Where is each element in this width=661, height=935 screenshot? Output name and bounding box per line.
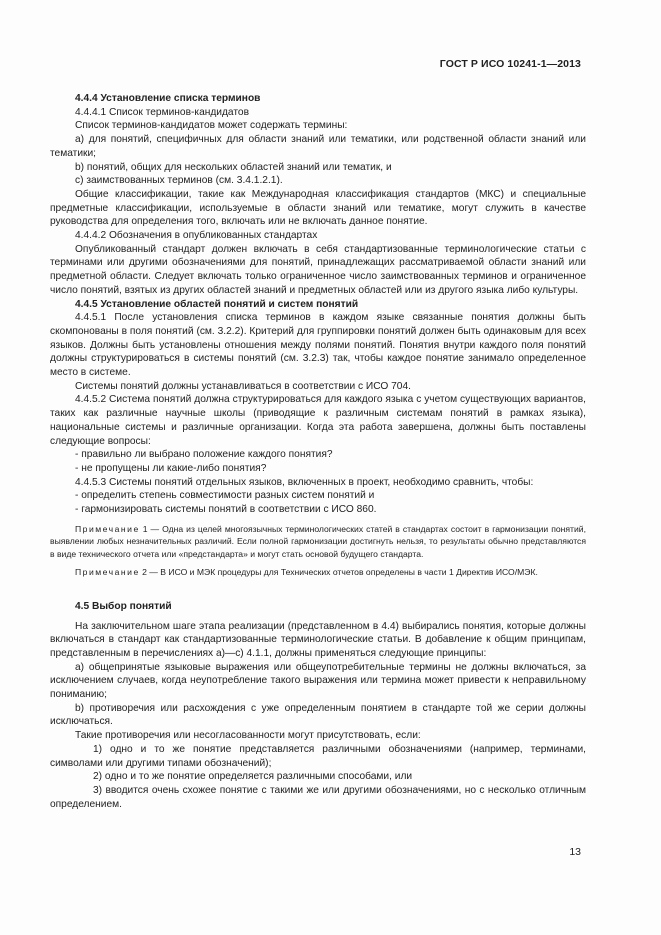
note-text: 2 — В ИСО и МЭК процедуры для Технических отчетов определены в части 1 Директив ИСО/МЭК. (139, 567, 538, 578)
document-id-header: ГОСТ Р ИСО 10241-1—2013 (439, 58, 581, 70)
note-2 (50, 566, 586, 579)
list-item: - не пропущены ли какие-либо понятия? (75, 462, 267, 474)
list-item: 1) одно и то же понятие представляется различными обозначениями (например, терминами, символами или другими типами обозначений); (50, 743, 586, 769)
paragraph: 4.4.5.2 Система понятий должна структурироваться для каждого языка с учетом существующих вариантов, таких как различные научные школы (приводящие к различным системам понятий в рамках языка), национальные системы и различные организации. Когда эта работа завершена, должны быть поставлены следующие вопросы: (50, 394, 586, 447)
list-item: - определить степень совместимости разных систем понятий и (75, 490, 375, 502)
list-item: 3) вводится очень схожее понятие с такими же или другими обозначениями, но с несколько отличным определением. (50, 784, 586, 810)
note-label: Примечание (75, 567, 140, 578)
paragraph: Список терминов-кандидатов может содержать термины: (75, 120, 348, 132)
note-label: Примечание (75, 523, 140, 534)
page-number: 13 (569, 846, 581, 858)
section-heading-4-4-4: 4.4.4 Установление списка терминов (75, 93, 261, 104)
paragraph: 4.4.5.3 Системы понятий отдельных языков, включенных в проект, необходимо сравнить, чтобы: (75, 476, 534, 488)
section-heading-4-5: 4.5 Выбор понятий (75, 600, 172, 612)
paragraph: На заключительном шаге этапа реализации (представленном в 4.4) выбирались понятия, которые должны включаться в стандарт как стандартизованные терминологические статьи. В добавление к общим принципам, представленным в перечислениях а)—с) 4.1.1, должны применяться следующие принципы: (50, 620, 586, 659)
list-item: a) для понятий, специфичных для области знаний или тематики, или родственной области знаний или тематики; (50, 134, 586, 159)
section-heading-4-4-5: 4.4.5 Установление областей понятий и систем понятий (75, 298, 359, 310)
paragraph: Системы понятий должны устанавливаться в соответствии с ИСО 704. (75, 380, 411, 392)
paragraph: 4.4.5.1 После установления списка терминов в каждом языке связанные понятия должны быть скомпонованы в поля понятий (см. 3.2.2). Критерий для группировки понятий должен быть одинаковым для всех языков. Должны быть установлены отношения между полями понятий. Понятия внутри каждого поля понятий должны структурироваться в системы понятий (см. 3.2.3) так, чтобы каждое понятие занимало определенное место в системе. (50, 312, 586, 379)
subsection-heading-4-4-4-2: 4.4.4.2 Обозначения в опубликованных стандартах (75, 230, 318, 242)
list-item: a) общепринятые языковые выражения или общеупотребительные термины не должны включаться, за исключением случаев, когда неупотребление такого выражения или термина может привести к неправильному пониманию; (50, 661, 586, 701)
list-item: - правильно ли выбрано положение каждого понятия? (75, 449, 333, 461)
subsection-heading-4-4-4-1: 4.4.4.1 Список терминов-кандидатов (75, 106, 250, 118)
paragraph: Общие классификации, такие как Международная классификация стандартов (МКС) и специальные предметные классификации, используемые в области знаний или тематике, могут служить в качестве руководства для определения того, включать или не включать данное понятие. (50, 188, 586, 228)
list-item: b) понятий, общих для нескольких областей знаний или тематик, и (75, 161, 392, 173)
list-item: c) заимствованных терминов (см. 3.4.1.2.1). (75, 175, 283, 187)
list-item: b) противоречия или расхождения с уже определенным понятием в стандарте той же серии должны исключаться. (50, 702, 586, 728)
note-1 (50, 523, 586, 561)
paragraph: Опубликованный стандарт должен включать в себя стандартизованные терминологические статьи с терминами или другими обозначениями для понятий, принадлежащих рассматриваемой области знаний или предметной области. Следует включать только ограниченное число заимствованных терминов и ограниченное число понятий, взятых из других областей знаний и предметных областей или из другого языка либо культуры. (50, 243, 586, 296)
list-item: 2) одно и то же понятие определяется различными способами, или (93, 771, 413, 783)
document-body (50, 92, 586, 811)
note-text: 1 — Одна из целей многоязычных терминологических статей в стандартах состоит в гармонизации понятий, выявлении любых незначительных различий. Если полной гармонизации достигнуть нельзя, то результаты обычно представляются в виде технического отчета или «предстандарта» и могут стать основой будущего стандарта. (50, 523, 586, 559)
paragraph: Такие противоречия или несогласованности могут присутствовать, если: (75, 730, 421, 742)
list-item: - гармонизировать системы понятий в соответствии с ИСО 860. (75, 504, 377, 516)
